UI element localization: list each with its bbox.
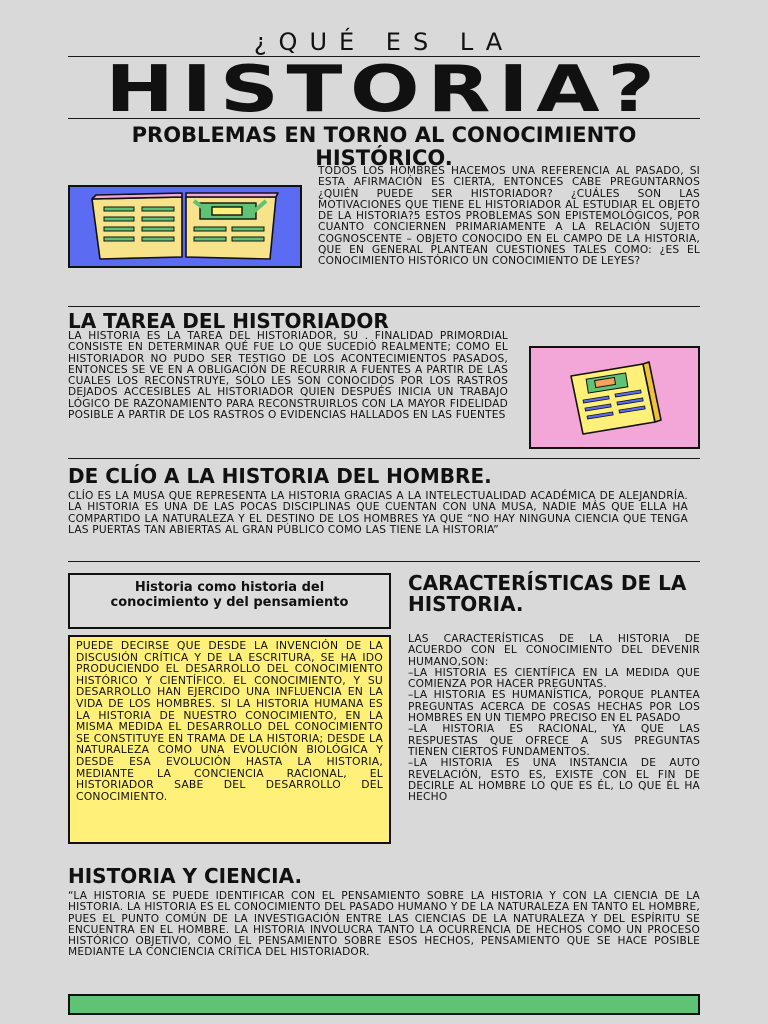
section5-heading: CARACTERÍSTICAS DE LA HISTORIA.: [408, 571, 687, 616]
section2-heading: LA TAREA DEL HISTORIADOR: [68, 309, 389, 333]
section4-body: PUEDE DECIRSE QUE DESDE LA INVENCIÓN DE LA DISCUSIÓN CRÍTICA Y DE LA ESCRITURA, SE HA IDO PRODUCIENDO EL DESARROLLO DEL CONOCIMIENTO HISTÓRICO Y CIENTÍFICO. EL CONOCIMIENTO, Y SU DESARROLLO HAN EJERCIDO UNA INFLUENCIA EN LA VIDA DE LOS HOMBRES. SI LA HISTORIA HUMANA ES LA HISTORIA DE NUESTRO CONOCIMIENTO, EN LA MISMA MEDIDA EL DESARROLLO DEL CONOCIMIENTO SE CONSTITUYE EN TRAMA DE LA HISTORIA; DESDE LA NATURALEZA COMO UNA EVOLUCIÓN BIOLÓGICA Y DESDE ESA EVOLUCIÓN HASTA LA HISTORIA, MEDIANTE LA CONCIENCIA RACIONAL, EL HISTORIADOR SABE DEL DESARROLLO DEL CONOCIMIENTO.: [76, 639, 383, 803]
section3-body: CLÍO ES LA MUSA QUE REPRESENTA LA HISTORIA GRACIAS A LA INTELECTUALIDAD ACADÉMICA DE ALEJANDRÍA. LA HISTORIA ES UNA DE LAS POCAS DISCIPLINAS QUE CUENTAN CON UNA MUSA, NADIE MÁS QUE ELLA HA COMPARTIDO LA NATURALEZA Y EL DESTINO DE LOS HOMBRES YA QUE “NO HAY NINGUNA CIENCIA QUE TENGA LAS PUERTAS TAN ABIERTAS AL GRAN PÚBLICO COMO LAS TIENE LA HISTORIA”: [68, 490, 688, 536]
section2-body: LA HISTORIA ES LA TAREA DEL HISTORIADOR, SU . FINALIDAD PRIMORDIAL CONSISTE EN DETERMINAR QUÉ FUE LO QUE SUCEDIÓ REALMENTE; COMO EL HISTORIADOR NO PUDO SER TESTIGO DE LOS ACONTECIMIENTOS PASADOS, ENTONCES SE VE EN A OBLIGACIÓN DE RECURRIR A FUENTES A PARTIR DE LAS CUALES LOS RECONSTRUYE, SÓLO LES SON CONOCIDOS POR LOS RASTROS DEJADOS ACCESIBLES AL HISTORIADOR QUIEN DESPUÉS INICIA UN TRABAJO LÓGICO DE RAZONAMIENTO PARA RECONSTRUIRLOS CON LA MAYOR FIDELIDAD POSIBLE A PARTIR DE LOS RASTROS O EVIDENCIAS HALLADOS EN LAS FUENTES: [68, 330, 508, 422]
masthead-kicker: ¿QUÉ ES LA: [253, 28, 515, 56]
section6-body: “LA HISTORIA SE PUEDE IDENTIFICAR CON EL PENSAMIENTO SOBRE LA HISTORIA Y CON LA CIENCIA DE LA HISTORIA. LA HISTORIA ES EL CONOCIMIENTO DEL PASADO HUMANO Y DE LA NATURALEZA EN TANTO EL HOMBRE, PUES EL PUNTO COMÚN DE LA INVESTIGACIÓN ENTRE LAS CIENCIAS DE LA NATURALEZA Y DEL ESPÍRITU SE ENCUENTRA EN EL HOMBRE. LA HISTORIA INVOLUCRA TANTO LA OCURRENCIA DE HECHOS COMO UN PROCESO HISTÓRICO OBJETIVO, COMO EL PENSAMIENTO SOBRE ESOS HECHOS, PENSAMIENTO QUE SE HACE POSIBLE MEDIANTE LA CONCIENCIA CRÍTICA DEL HISTORIADOR.: [68, 890, 700, 959]
section5-paragraph: LAS CARACTERÍSTICAS DE LA HISTORIA DE ACUERDO CON EL CONOCIMIENTO DEL DEVENIR HUMANO,SON:: [408, 633, 700, 668]
section1-heading: PROBLEMAS EN TORNO AL CONOCIMIENTO HISTÓRICO.: [131, 123, 637, 170]
section2-rule: [68, 458, 700, 459]
section5-paragraph: –LA HISTORIA ES CIENTÍFICA EN LA MEDIDA QUE COMIENZA POR HACER PREGUNTAS.: [408, 666, 700, 691]
section1-body: TODOS LOS HOMBRES HACEMOS UNA REFERENCIA AL PASADO, SI ESTA AFIRMACIÓN ES CIERTA, ENTONCES CABE PREGUNTARNOS ¿QUIÉN PUEDE SER HISTORIADOR? ¿CUÁLES SON LAS MOTIVACIONES QUE TIENE EL HISTORIADOR AL ESTUDIAR EL OBJETO DE LA HISTORIA?5 ESTOS PROBLEMAS SON EPISTEMOLÓGICOS, POR CUANTO CONCIERNEN PRIMARIAMENTE A LA RELACIÓN SUJETO COGNOSCENTE – OBJETO CONOCIDO EN EL CAMPO DE LA HISTORIA, QUE EN GENERAL PLANTEAN CUESTIONES TALES COMO: ¿ES EL CONOCIMIENTO HISTÓRICO UN CONOCIMIENTO DE LEYES?: [318, 165, 700, 268]
section4-title-box: Historia como historia del conocimiento y del pensamiento: [68, 573, 391, 629]
section5-body: [408, 634, 700, 803]
footer-bar: [68, 994, 700, 1015]
open-book-illustration: [68, 185, 302, 268]
section5-paragraph: –LA HISTORIA ES HUMANÍSTICA, PORQUE PLANTEA PREGUNTAS ACERCA DE COSAS HECHAS POR LOS HOMBRES EN UN TIEMPO PRECISO EN EL PASADO: [408, 689, 700, 725]
section3-rule: [68, 561, 700, 562]
masthead-bottom-rule: [68, 118, 700, 119]
masthead-title: HISTORIA?: [105, 53, 663, 127]
newspaper-illustration: [529, 346, 700, 449]
section6-heading: HISTORIA Y CIENCIA.: [68, 864, 303, 888]
section5-paragraph: –LA HISTORIA ES RACIONAL, YA QUE LAS RESPUESTAS QUE OFRECE A SUS PREGUNTAS TIENEN CIERTOS FUNDAMENTOS.: [408, 723, 700, 758]
section1-rule: [68, 306, 700, 307]
section3-heading: DE CLÍO A LA HISTORIA DEL HOMBRE.: [68, 464, 492, 488]
section4-highlight-box: [68, 635, 391, 844]
section5-paragraph: –LA HISTORIA ES UNA INSTANCIA DE AUTO REVELACIÓN, ESTO ES, EXISTE CON EL FIN DE DECIRLE AL HOMBRE LO QUE ES ÉL, LO QUE ÉL HA HECHO: [408, 757, 700, 804]
